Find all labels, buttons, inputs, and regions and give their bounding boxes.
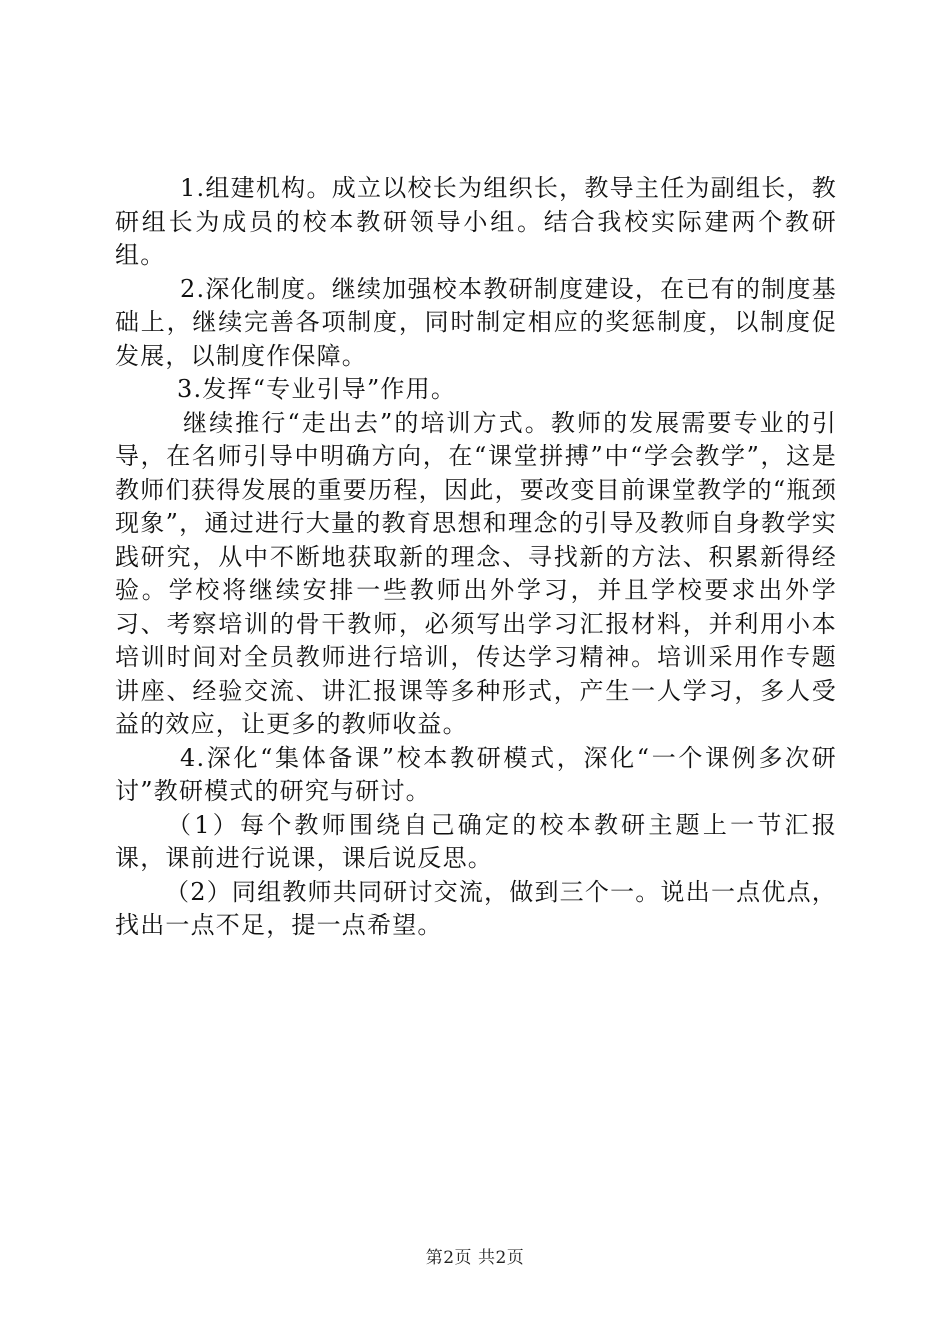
paragraph-5: 4.深化“集体备课”校本教研模式，深化“一个课例多次研讨”教研模式的研究与研讨。 [115,743,837,805]
paragraph-3: 3.发挥“专业引导”作用。 [177,375,457,403]
paragraph-1: 1.组建机构。成立以校长为组织长，教导主任为副组长，教研组长为成员的校本教研领导小组。结合我校实际建两个教研组。 [115,174,837,269]
paragraph-4: 继续推行“走出去”的培训方式。教师的发展需要专业的引导，在名师引导中明确方向，在“课堂拼搏”中“学会教学”，这是教师们获得发展的重要历程，因此，要改变目前课堂教学的“瓶颈现象”，通过进行大量的教育思想和理念的引导及教师自身教学实践研究，从中不断地获取新的理念、寻找新的方法、积累新得经验。学校将继续安排一些教师出外学习，并且学校要求出外学习、考察培训的骨干教师，必须写出学习汇报材料，并利用小本培训时间对全员教师进行培训，传达学习精神。培训采用作专题讲座、经验交流、讲汇报课等多种形式，产生一人学习，多人受益的效应，让更多的教师收益。 [115,408,837,738]
document-body [115,172,837,943]
paragraph-2: 2.深化制度。继续加强校本教研制度建设，在已有的制度基础上，继续完善各项制度，同时制定相应的奖惩制度，以制度促发展，以制度作保障。 [115,274,837,370]
page-number-footer: 第2页 共2页 [425,1248,525,1268]
paragraph-7: （2）同组教师共同研讨交流，做到三个一。说出一点优点，找出一点不足，提一点希望。 [115,877,837,939]
paragraph-6: （1）每个教师围绕自己确定的校本教研主题上一节汇报课，课前进行说课，课后说反思。 [115,810,837,872]
